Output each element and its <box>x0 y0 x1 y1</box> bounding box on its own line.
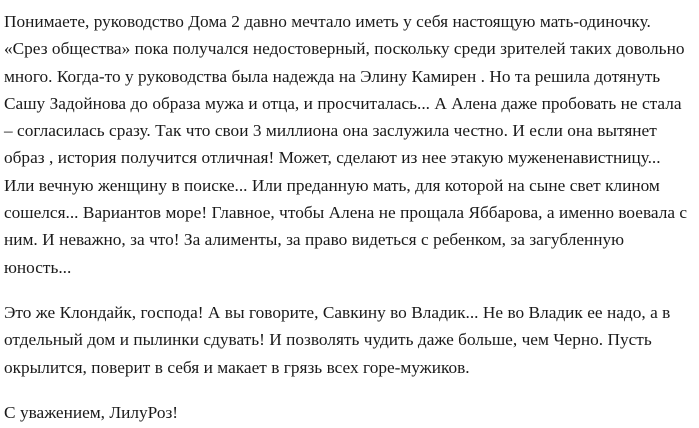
signature-line: С уважением, ЛилуРоз! <box>4 402 179 422</box>
paragraph-1: Понимаете, руководство Дома 2 давно мечтало иметь у себя настоящую мать-одиночку. «Срез общества» пока получался недостоверный, поскольку среди зрителей таких довольно много. Когда-то у руководства была надежда на Элину Камирен . Но та решила дотянуть Сашу Задойнова до образа мужа и отца, и просчиталась... А Алена даже пробовать не стала – согласилась сразу. Так что свои 3 миллиона она заслужила честно. И если она вытянет образ , история получится отличная! Может, сделают из нее этакую мужененавистницу... Или вечную женщину в поиске... Или преданную мать, для которой на сыне свет клином сошелся... Вариантов море! Главное, чтобы Алена не прощала Яббарова, а именно воевала с ним. И неважно, за что! За алименты, за право видеться с ребенком, за загубленную юность... <box>4 12 688 277</box>
paragraph-2: Это же Клондайк, господа! А вы говорите, Савкину во Владик... Не во Владик ее надо, а в отдельный дом и пылинки сдувать! И позволять чудить даже больше, чем Черно. Пусть окрылится, поверит в себя и макает в грязь всех горе-мужиков. <box>4 302 671 377</box>
